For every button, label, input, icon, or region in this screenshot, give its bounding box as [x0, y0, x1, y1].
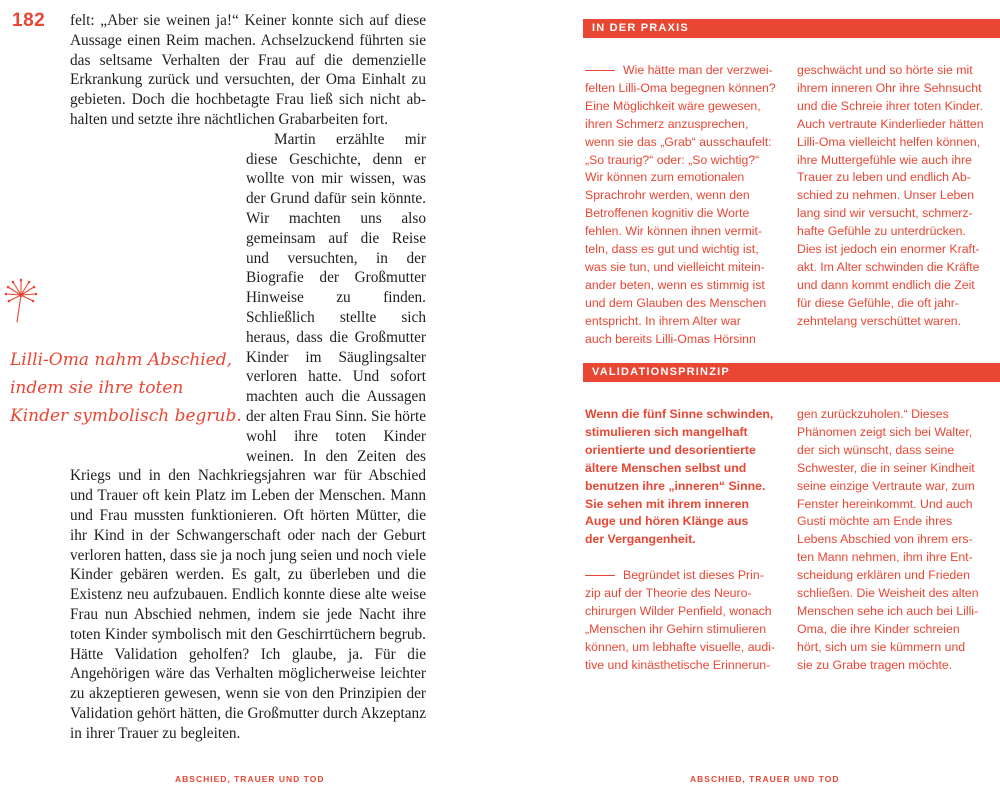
text-line: benutzen ihre „inneren“ Sinne.: [585, 478, 766, 493]
text-line: und dem Glauben des Menschen: [585, 295, 767, 310]
running-footer-right: ABSCHIED, TRAUER UND TOD: [690, 774, 840, 784]
text-line: der Vergangenheit.: [585, 532, 696, 547]
text-line: ihrem inneren Ohr ihre Sehnsucht: [797, 80, 982, 95]
text-line: der sich wünscht, dass seine: [797, 442, 955, 457]
text-line: Begründet ist dieses Prin-: [585, 567, 785, 585]
text-line: lang sind wir versucht, schmerz-: [797, 206, 973, 221]
text-line: Oma, die ihre Kinder schreien: [797, 621, 960, 636]
text-line: geschwächt und so hörte sie mit: [797, 63, 973, 77]
text-line: Lilli-Oma vielleicht helfen können,: [797, 134, 981, 149]
text-line: auch bereits Lilli-Omas Hörsinn: [585, 331, 756, 346]
text-line: was sie tun, und vielleicht mitein-: [585, 259, 765, 274]
pull-quote-space: [70, 326, 246, 466]
pull-quote-line: indem sie ihre toten: [10, 378, 184, 398]
text-line: sie zu Grabe tragen möchte.: [797, 657, 953, 672]
main-body-text: [70, 11, 426, 743]
validation-heading-bar: [583, 363, 1000, 382]
text-line: und die Schreie ihrer toten Kinder.: [797, 98, 983, 113]
text-line: ten Mann nehmen, ihm ihre Ent-: [797, 550, 973, 565]
pull-quote-line: Lilli-Oma nahm Abschied,: [10, 350, 233, 370]
validation-column-2: [797, 406, 997, 675]
text-line: hört, sich um sie kümmern und: [797, 639, 966, 654]
praxis-heading-bar: [583, 19, 1000, 38]
text-line: „So traurig?“ oder: „So wichtig?“: [585, 152, 760, 167]
text-line: zip auf der Theorie des Neuro-: [585, 586, 752, 601]
text-line: Trauer zu leben und endlich Ab-: [797, 170, 971, 185]
spacer: [585, 549, 785, 567]
dash-icon: [585, 575, 615, 576]
text-line: Fenster hereinkommt. Und auch: [797, 496, 973, 511]
text-line: chirurgen Wilder Penfield, wonach: [585, 603, 772, 618]
text-line: Eine Möglichkeit wäre gewesen,: [585, 98, 761, 113]
text-line: ihre Muttergefühle wie auch ihre: [797, 152, 972, 167]
text-line: Wir können zum emotionalen: [585, 170, 745, 185]
text-line: stimulieren sich mangelhaft: [585, 424, 748, 439]
validation-heading: VALIDATIONSPRINZIP: [592, 366, 730, 378]
text-line: Betroffenen kognitiv die Worte: [585, 206, 750, 221]
text-line: Lebens Abschied von ihrem ers-: [797, 532, 973, 547]
text-line: Wie hätte man der verzwei-: [585, 62, 785, 80]
text-line: tive und kinästhetische Erinnerun-: [585, 657, 771, 672]
text-line: orientierte und desorientierte: [585, 442, 756, 457]
text-line: felten Lilli-Oma begegnen können?: [585, 80, 776, 95]
text-line: teln, dass es gut und wichtig ist,: [585, 242, 759, 257]
text-line: „Menschen ihr Gehirn stimulieren: [585, 621, 767, 636]
validation-column-1: [585, 406, 785, 675]
dash-icon: [585, 70, 615, 71]
text-line: scheidung erklären und Frieden: [797, 568, 970, 583]
paragraph: Martin erzählte mir diese Geschichte, denn er wollte von mir wissen, was der Grund dafür sein könnte. Wir machten uns also gemeinsam auf die Reise und versuchten, in der Biografie der Großmutter Hinweise zu finden. Schließlich stellte sich heraus, dass die Großmutter Kinder im Säuglingsalter verloren hatte. Und sofort machten auch die Aussagen der alten Frau Sinn. Sie hörte wohl ihre toten Kinder weinen. In den Zeiten des Kriegs und in den Nachkriegsjahren war für Abschied und Trauer oft kein Platz im Leben der Menschen. Mann und Frau mussten funktionieren. Oft hörten Mütter, die ihr Kind in der Schwangerschaft oder nach der Geburt verloren hatten, dass sie ja noch jung seien und noch viele Kinder gebären werden. Es galt, zu überleben und die Existenz neu aufzubauen. Endlich konnte diese alte weise Frau nun Abschied nehmen, indem sie jede Nacht ihre toten Kinder symbolisch mit den Geschirrtüchern begrub. Hätte Validation geholfen? Ich glaube, ja. Für die Angehörigen wäre das Verhalten möglicherweise leichter zu akzeptieren gewesen, wenn sie von den Prinzipien der Validation gehört hätten, die Großmutter durch Akzeptanz in ihrer Trauer zu begleiten.: [70, 130, 426, 742]
text-line: schied zu nehmen. Unser Leben: [797, 188, 975, 203]
text-line: ältere Menschen selbst und: [585, 460, 747, 475]
pull-quote-line: Kinder symbolisch begrub.: [10, 406, 242, 426]
page-number: 182: [12, 10, 46, 31]
text-line: für diese Gefühle, die oft jahr-: [797, 295, 959, 310]
praxis-column-2: [797, 62, 997, 331]
praxis-column-1: [585, 62, 785, 349]
text-line: Sie sehen mit ihrem inneren: [585, 496, 750, 511]
text-line: Wenn die fünf Sinne schwinden,: [585, 407, 774, 421]
text-line: Menschen sehe ich auch bei Lilli-: [797, 603, 979, 618]
text-line: akt. Im Alter schwinden die Kräfte: [797, 259, 980, 274]
text-line: Phänomen zeigt sich bei Walter,: [797, 424, 973, 439]
text-line: zehntelang verschüttet waren.: [797, 313, 962, 328]
text-line: Gusti möchte am Ende ihres: [797, 514, 953, 529]
text-line: und dann kommt endlich die Zeit: [797, 277, 975, 292]
text-line: wenn sie das „Grab“ ausschaufelt:: [585, 134, 772, 149]
praxis-heading: IN DER PRAXIS: [592, 22, 689, 34]
text-line: ihren Schmerz anzusprechen,: [585, 116, 749, 131]
running-footer-left: ABSCHIED, TRAUER UND TOD: [175, 774, 325, 784]
text-line: seine einzige Vertraute war, zum: [797, 478, 975, 493]
text-line: hafte Gefühle zu unterdrücken.: [797, 224, 966, 239]
text-line: Auch vertraute Kinderlieder hätten: [797, 116, 984, 131]
text-line: Schwester, die in seiner Kindheit: [797, 460, 975, 475]
paragraph: felt: „Aber sie weinen ja!“ Keiner konnte sich auf diese Aussage einen Reim machen. Achselzuckend führten sie das seltsame Verhalten der Frau auf die demenzielle Erkrankung zurück und versuchten, der Oma Einhalt zu gebieten. Doch die hochbetagte Frau ließ sich nicht abhalten und setzte ihre nächtlichen Grabarbeiten fort.: [70, 12, 426, 128]
text-line: Sprachrohr werden, wenn den: [585, 188, 750, 203]
text-line: können, um lebhafte visuelle, audi-: [585, 639, 776, 654]
text-line: schließen. Die Weisheit des alten: [797, 586, 979, 601]
dandelion-icon: [4, 277, 38, 323]
text-line: gen zurückzuholen.“ Dieses: [797, 407, 949, 421]
text-line: Auge und hören Klänge aus: [585, 514, 749, 529]
text-line: entspricht. In ihrem Alter war: [585, 313, 741, 328]
text-line: Dies ist jedoch ein enormer Kraft-: [797, 242, 980, 257]
text-line: ander beten, wenn es stimmig ist: [585, 277, 765, 292]
text-line: fehlen. Wir können ihnen vermit-: [585, 224, 763, 239]
